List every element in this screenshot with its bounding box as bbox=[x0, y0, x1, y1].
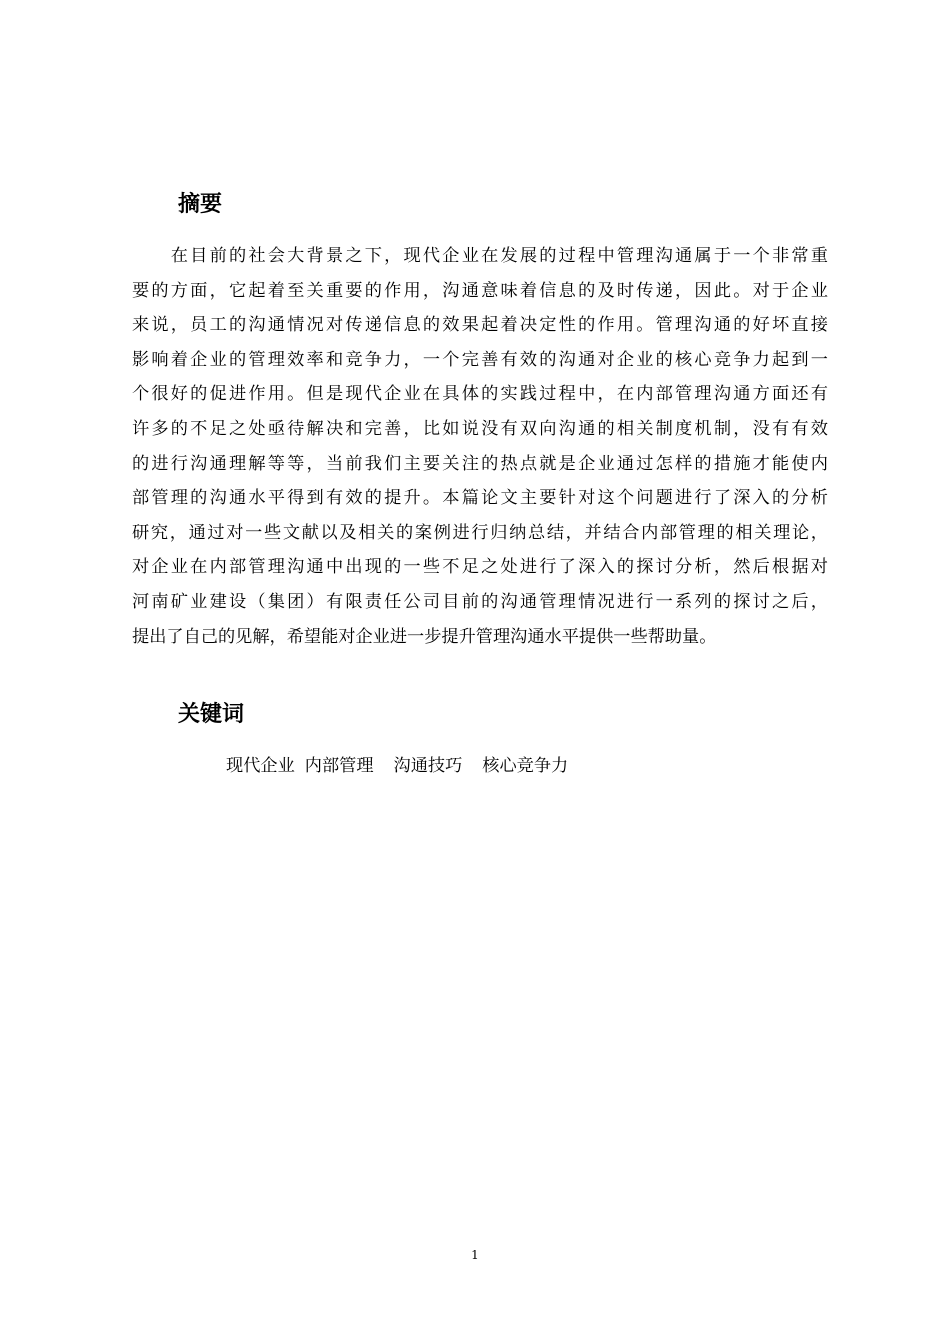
page-number: 1 bbox=[471, 1248, 479, 1262]
abstract-line: 在目前的社会大背景之下，现代企业在发展的过程中管理沟通属于一个非常重 bbox=[132, 246, 828, 266]
keyword-item: 内部管理 bbox=[304, 756, 374, 776]
abstract-heading: 摘要 bbox=[178, 192, 223, 217]
abstract-line: 影响着企业的管理效率和竞争力，一个完善有效的沟通对企业的核心竞争力起到一 bbox=[132, 349, 828, 370]
keyword-item: 现代企业 bbox=[226, 756, 295, 776]
keywords-heading: 关键词 bbox=[178, 702, 245, 727]
abstract-line: 提出了自己的见解，希望能对企业进一步提升管理沟通水平提供一些帮助量。 bbox=[132, 626, 717, 647]
abstract-line: 河南矿业建设（集团）有限责任公司目前的沟通管理情况进行一系列的探讨之后， bbox=[132, 591, 828, 612]
abstract-line: 个很好的促进作用。但是现代企业在具体的实践过程中，在内部管理沟通方面还有 bbox=[132, 384, 828, 405]
abstract-body bbox=[132, 239, 828, 654]
abstract-line: 来说，员工的沟通情况对传递信息的效果起着决定性的作用。管理沟通的好坏直接 bbox=[132, 315, 828, 336]
abstract-line: 的进行沟通理解等等，当前我们主要关注的热点就是企业通过怎样的措施才能使内 bbox=[132, 453, 828, 474]
keyword-item: 核心竞争力 bbox=[482, 756, 569, 776]
keywords-list bbox=[226, 752, 568, 780]
abstract-line: 研究，通过对一些文献以及相关的案例进行归纳总结，并结合内部管理的相关理论， bbox=[132, 522, 828, 543]
keyword-item: 沟通技巧 bbox=[393, 756, 463, 776]
abstract-line: 对企业在内部管理沟通中出现的一些不足之处进行了深入的探讨分析，然后根据对 bbox=[132, 557, 828, 578]
abstract-line: 部管理的沟通水平得到有效的提升。本篇论文主要针对这个问题进行了深入的分析 bbox=[132, 488, 828, 509]
abstract-line: 要的方面，它起着至关重要的作用，沟通意味着信息的及时传递，因此。对于企业 bbox=[132, 280, 828, 301]
abstract-line: 许多的不足之处亟待解决和完善，比如说没有双向沟通的相关制度机制，没有有效 bbox=[132, 418, 828, 439]
